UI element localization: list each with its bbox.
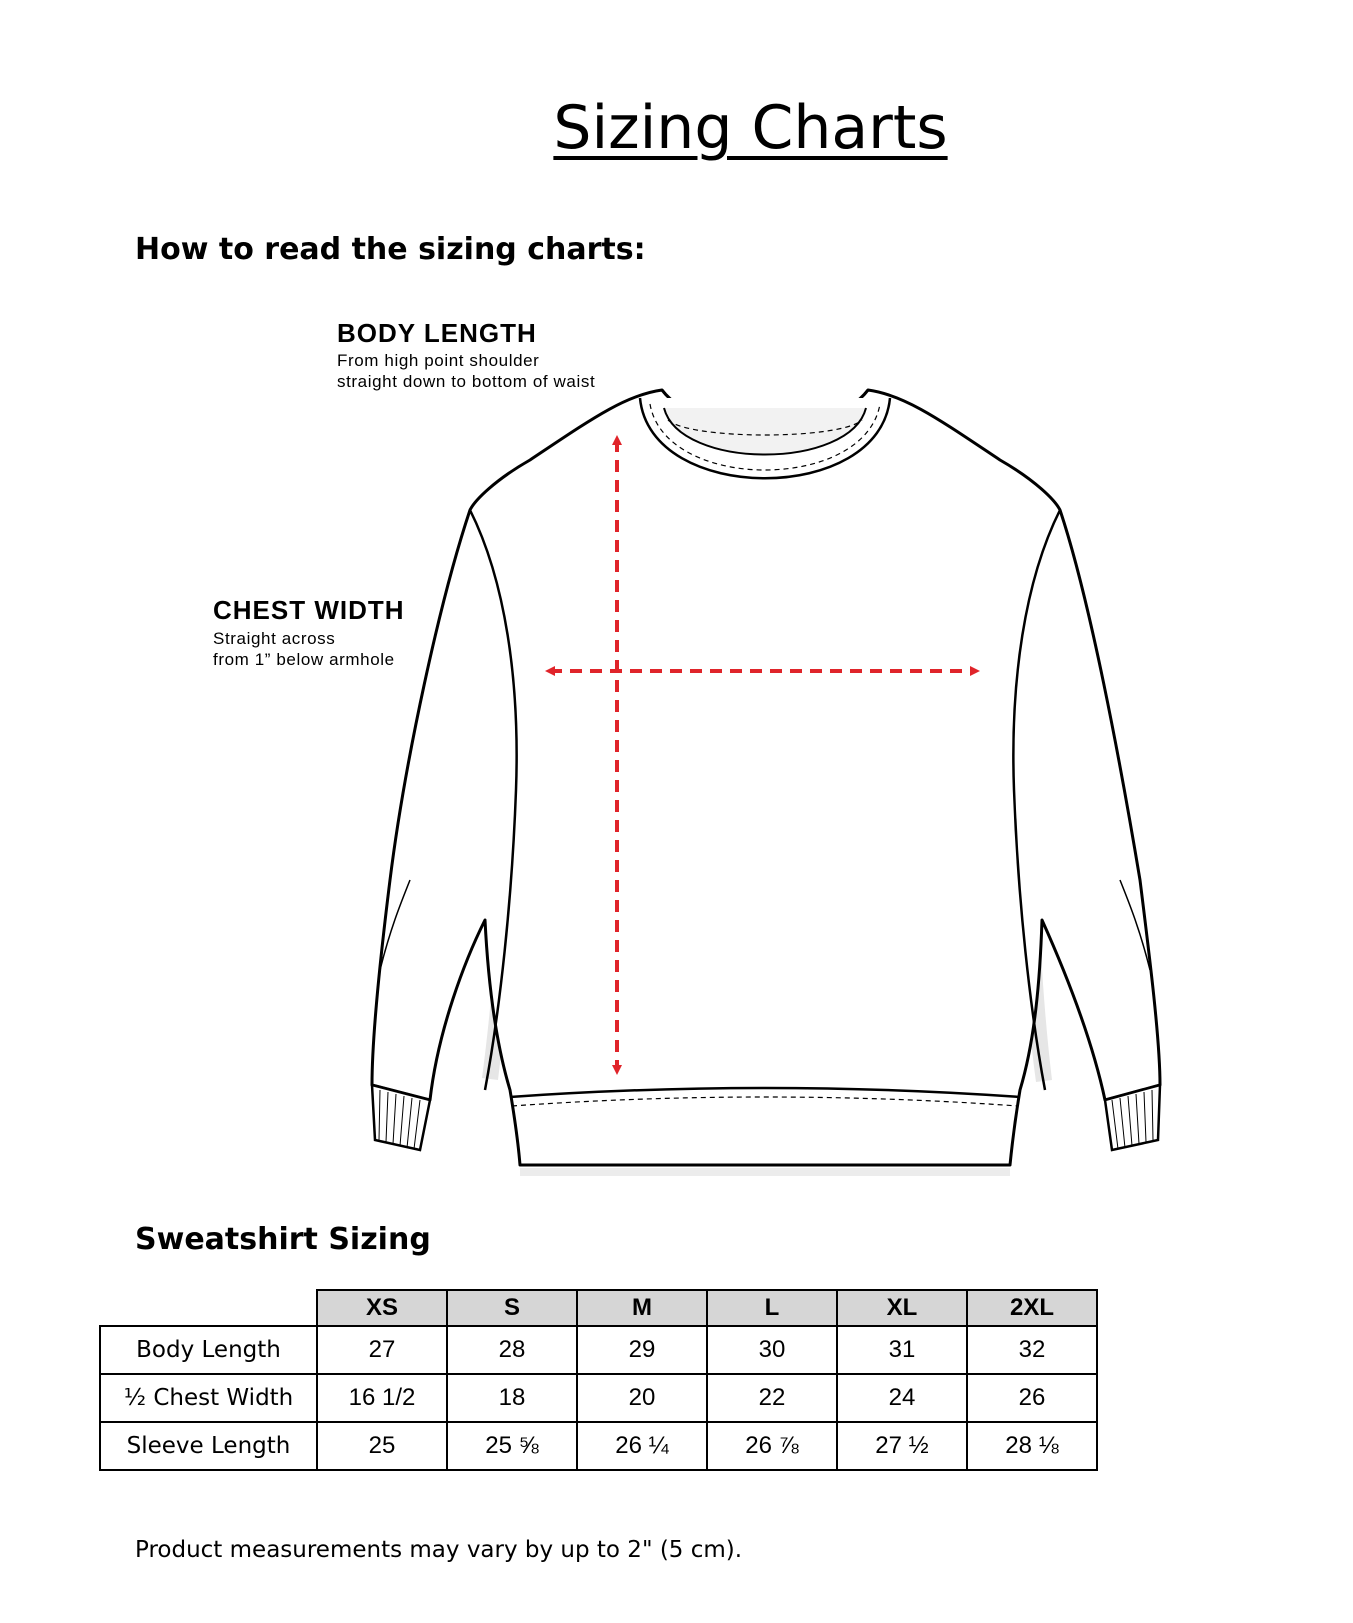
table-cell: 29 <box>577 1326 707 1374</box>
size-header-row <box>100 1290 1097 1326</box>
table-cell: 26 ⅞ <box>707 1422 837 1470</box>
table-cell: 28 ⅛ <box>967 1422 1097 1470</box>
table-row <box>100 1422 1097 1470</box>
row-label: ½ Chest Width <box>100 1374 317 1422</box>
sizing-table <box>99 1289 1098 1471</box>
table-row <box>100 1374 1097 1422</box>
size-col-header: XL <box>837 1290 967 1326</box>
size-col-header: XS <box>317 1290 447 1326</box>
chest-width-heading: CHEST WIDTH <box>213 595 405 625</box>
body-length-heading: BODY LENGTH <box>337 318 537 348</box>
measurement-note: Product measurements may vary by up to 2" (5 cm). <box>135 1537 743 1563</box>
table-cell: 30 <box>707 1326 837 1374</box>
page-title: Sizing Charts <box>553 93 948 163</box>
table-cell: 25 <box>317 1422 447 1470</box>
table-cell: 26 ¼ <box>577 1422 707 1470</box>
table-heading: Sweatshirt Sizing <box>135 1222 431 1257</box>
body-length-desc-2: straight down to bottom of waist <box>337 372 596 391</box>
table-cell: 16 1/2 <box>317 1374 447 1422</box>
table-cell: 20 <box>577 1374 707 1422</box>
table-cell: 18 <box>447 1374 577 1422</box>
table-row <box>100 1326 1097 1374</box>
row-label: Sleeve Length <box>100 1422 317 1470</box>
table-cell: 26 <box>967 1374 1097 1422</box>
table-cell: 28 <box>447 1326 577 1374</box>
size-col-header: S <box>447 1290 577 1326</box>
howto-heading: How to read the sizing charts: <box>135 232 646 267</box>
chest-width-desc-2: from 1” below armhole <box>213 650 395 669</box>
garment-shadow <box>520 1168 1010 1176</box>
table-cell: 27 ½ <box>837 1422 967 1470</box>
size-col-header: L <box>707 1290 837 1326</box>
body-length-desc-1: From high point shoulder <box>337 351 540 370</box>
size-col-header: 2XL <box>967 1290 1097 1326</box>
chest-width-desc-1: Straight across <box>213 629 336 648</box>
row-label: Body Length <box>100 1326 317 1374</box>
size-col-header: M <box>577 1290 707 1326</box>
table-cell: 25 ⅝ <box>447 1422 577 1470</box>
table-cell: 27 <box>317 1326 447 1374</box>
header-corner <box>100 1290 317 1326</box>
table-cell: 24 <box>837 1374 967 1422</box>
table-cell: 22 <box>707 1374 837 1422</box>
table-cell: 31 <box>837 1326 967 1374</box>
table-cell: 32 <box>967 1326 1097 1374</box>
